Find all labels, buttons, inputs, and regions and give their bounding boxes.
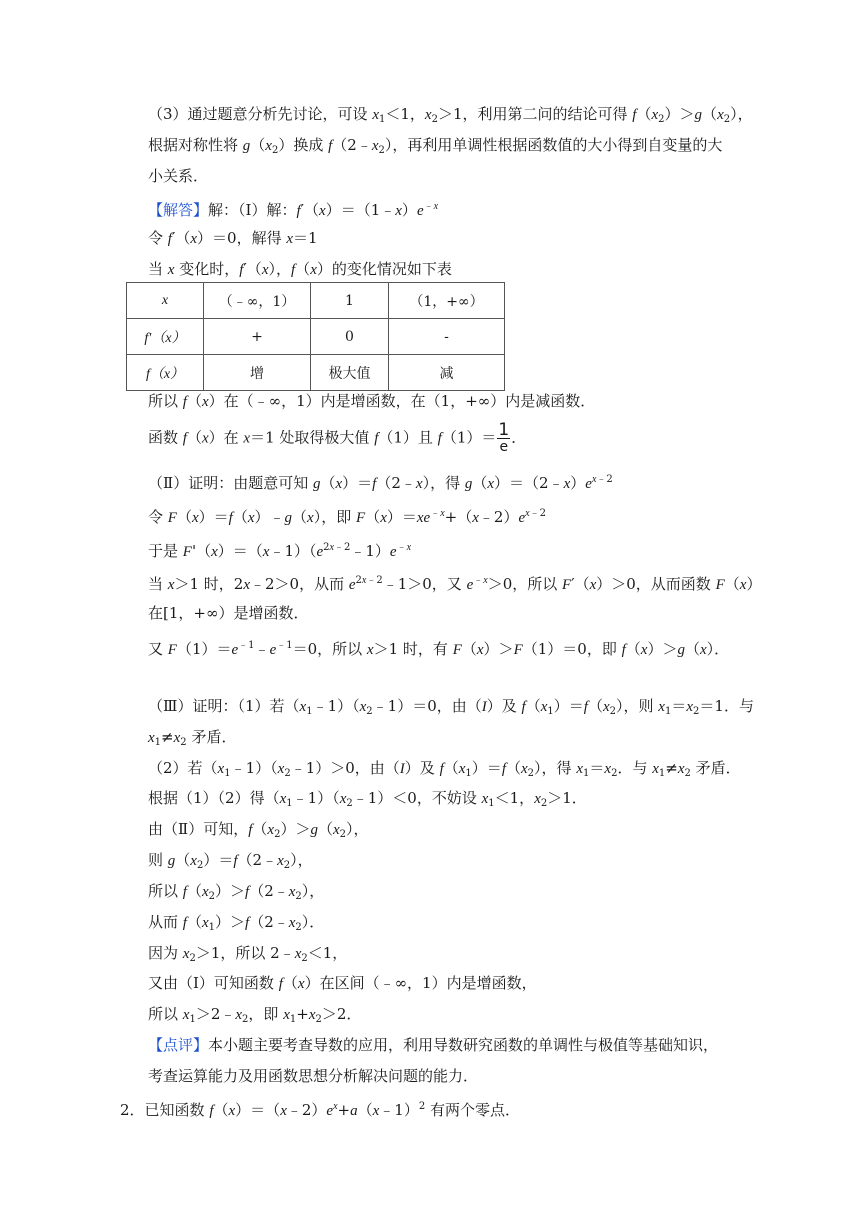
part3-from12: 根据（1）（2）得$(x_1﹣1)(x_2﹣1)<0$，不妨设 $x_1<1$，$x_2>1$． xyxy=(148,789,587,809)
table-cell: 减 xyxy=(389,355,505,391)
part3-step7: 所以 $x_1>2﹣x_2$，即 $x_1+x_2>2$． xyxy=(148,1005,362,1025)
table-cell: 0 xyxy=(311,319,389,355)
part3-case2: （2）若$(x_1﹣1)(x_2﹣1)>0$，由（I）及 $f(x_1)=f(x_2)$，得 $x_1=x_2$．与 $x_1\ne x_2$ 矛盾． xyxy=(148,759,741,779)
answer-intro: 【解答】解：（Ⅰ）解：$f'(x)=(1﹣x)e^{﹣x}$ xyxy=(148,201,439,219)
table-cell: f′（x） xyxy=(127,319,204,355)
review-tag: 【点评】 xyxy=(148,1036,209,1054)
part3-step4: 从而 $f(x_1)>f(2﹣x_2)$． xyxy=(148,913,325,933)
problem-2: 2．已知函数 $f(x)=(x﹣2)e^x+a(x﹣1)^2$ 有两个零点． xyxy=(120,1101,520,1119)
table-row xyxy=(127,355,505,391)
set-derivative-zero: 令 f′（x）＝0，解得 x＝1 xyxy=(148,229,318,247)
table-cell: 极大值 xyxy=(311,355,389,391)
variation-table xyxy=(126,282,505,391)
part2-start: （Ⅱ）证明：由题意可知 g（x）＝f（2﹣x），得 $g(x)=(2﹣x)e^{x﹣2}$ xyxy=(148,474,613,492)
part2-define-F: 令 F（x）＝f（x）﹣g（x），即 $F(x)=xe^{﹣x}+(x﹣2)e^{x﹣2}$ xyxy=(148,508,546,526)
table-cell: x xyxy=(127,283,204,319)
table-cell: （﹣∞，1） xyxy=(204,283,311,319)
table-cell: + xyxy=(204,319,311,355)
table-intro: 当 x 变化时，f′（x），f（x）的变化情况如下表 xyxy=(148,260,452,278)
part3-step3: 所以 $f(x_2)>f(2﹣x_2)$， xyxy=(148,882,325,902)
fraction-one-over-e: $\frac{1}{e}$ xyxy=(498,420,510,455)
table-cell: - xyxy=(389,319,505,355)
table-cell: （1，+∞） xyxy=(389,283,505,319)
part3-step6: 又由（Ⅰ）可知函数 f（x）在区间（﹣∞，1）内是增函数， xyxy=(148,974,537,992)
monotonic-conclusion: 所以 f（x）在（﹣∞，1）内是增函数，在（1，+∞）内是减函数． xyxy=(148,392,596,410)
table-cell: 增 xyxy=(204,355,311,391)
part3-step2: 则 $g(x_2)=f(2﹣x_2)$， xyxy=(148,851,313,871)
max-value-line: 函数 f（x）在 x＝1 处取得极大值 f（1）且 f（1）＝ $\frac{1}{e}$ ． xyxy=(148,420,527,455)
part3-step1: 由（Ⅱ）可知，$f(x_2)>g(x_2)$， xyxy=(148,820,369,840)
part2-conclusion: 又 $F(1)=e^{﹣1}﹣e^{﹣1}=0$，所以 x＞1 时，有 F（x）＞F（1）＝0，即 f（x）＞g（x）． xyxy=(148,640,730,658)
part3-step5: 因为 $x_2>1$，所以 $2﹣x_2<1$， xyxy=(148,944,348,964)
part2-derivative: 于是 $F'(x)=(x﹣1)(e^{2x﹣2}﹣1)e^{﹣x}$ xyxy=(148,542,412,560)
table-cell: f（x） xyxy=(127,355,204,391)
answer-tag: 【解答】 xyxy=(148,201,209,219)
table-row xyxy=(127,319,505,355)
table-row xyxy=(127,283,505,319)
table-cell: 1 xyxy=(311,283,389,319)
